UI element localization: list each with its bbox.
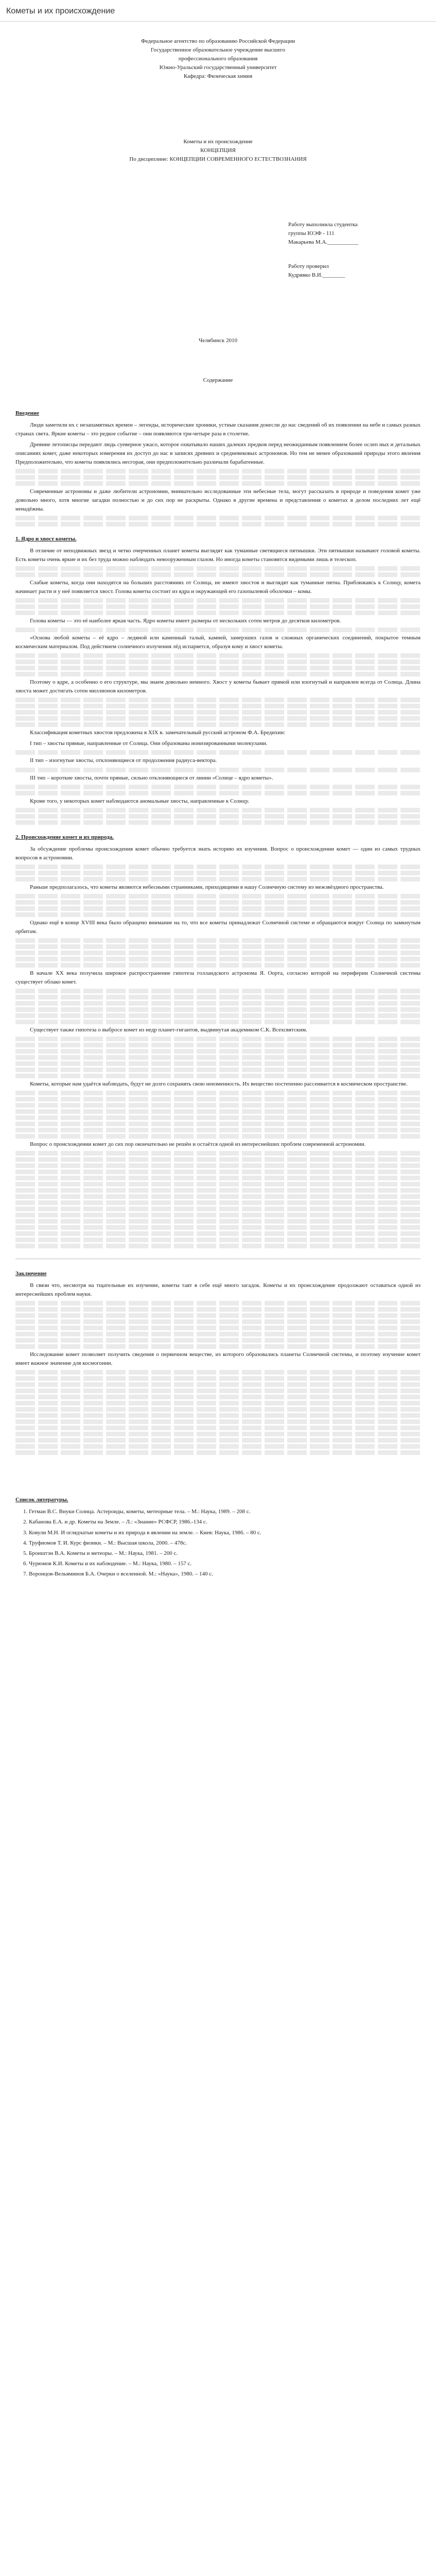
text-line [15,1438,421,1443]
text-line [15,653,421,658]
text-line [15,820,421,825]
reference-item: 3. Ковули М.Н. И оглядчатые кометы и их природа в явлении на земле. – Киев: Наука, 1986. – 80 с. [29,1529,421,1537]
text-line [15,1407,421,1412]
author-name: Макарьева М.А.___________ [288,239,359,246]
org-line: профессионального образования [178,55,258,62]
text-line [15,1231,421,1236]
text-line [15,1370,421,1375]
text-line [15,906,421,911]
text-line [15,785,421,789]
reference-item: 1. Гетман В.С. Внуки Солнца. Астероиды, кометы, метеорные тела. – М.: Наука, 1989. – 208 с. [29,1507,421,1516]
text-line [15,1338,421,1343]
text-line [15,611,421,615]
paragraph: Древние летописцы передают людь суеверное ужасо, которое охватывало наших далеких предков перед неожиданным появлением более ослеп ных и детальных описаниях комет, даже некоторых измерения их доступ до нас в записях древних и средневековых астрономов. Но тем не менее образований природы этого явления Предположительно, что кометы появлялись несгорая, они предположительно различали барабатенные. [15,441,421,465]
text-line [15,963,421,968]
paragraph: Однако ещё в конце XVIII века было обращено внимание на то, что все кометы принадлежат Солнечной системе и обращаются вокруг Солнца по замкнутым орбитам. [15,919,421,935]
text-line [15,894,421,899]
section-heading-intro: Введение [15,410,40,416]
section-heading-references: Список литературы. [15,1497,68,1503]
text-line [15,995,421,999]
paragraph: Классификация кометных хвостов предложена в XIX в. замечательный русский астроном Ф.А. Бредихин: [30,730,286,736]
work-type: КОНЦЕПЦИЯ [200,147,236,154]
text-line [15,1013,421,1018]
reference-item: 2. Кабанова Е.А. и др. Кометы на Земле. – Л.: «Знание» РСФСР, 1986.-134 с. [29,1518,421,1527]
paragraph: III тип – короткие хвосты, почти прямые, сильно отклоняющиеся от линии «Солнце – ядро кометы». [30,774,273,781]
text-line [15,1188,421,1193]
text-line [15,572,421,577]
author-line: Работу выполнила студентка [288,222,358,228]
references-list [15,1507,421,1578]
text-line [15,1067,421,1072]
text-line [15,1182,421,1187]
text-line [15,1382,421,1387]
text-line [15,1444,421,1449]
text-line [15,1376,421,1381]
paragraph: I тип – хвосты прямые, направленные от Солнца. Они образованы ионизированными молекулами. [30,740,268,747]
text-line [15,1170,421,1174]
paragraph: В отличие от неподвижных звезд и четко очерченных планет кометы выглядят как туманные светящиеся пятнышки. Эти пятнышки называют головой кометы. Есть кометы очень яркие и их без труда можно наблюдать невооруженным глазом. Но иногда кометы становятся видимыми лишь в телескоп. [15,547,421,563]
text-line [15,938,421,943]
text-line [15,1074,421,1078]
text-line [15,1301,421,1306]
title-page-header [15,37,421,81]
text-line [15,1307,421,1312]
document-body [0,22,436,1601]
toc-title: Содержание [203,377,233,384]
text-line [15,1344,421,1349]
text-line [15,722,421,727]
page-title: Кометы и их происхождение [6,7,115,15]
text-line [15,900,421,905]
reference-item: 6. Чурюмов К.И. Кометы и их наблюдение. – М.: Наука, 1980. – 157 с. [29,1560,421,1568]
text-line [15,791,421,795]
reference-item: 7. Воронцов-Вельяминов Б.А. Очерки о вселенной. М.: «Наука», 1980. – 140 с. [29,1570,421,1579]
text-line [15,522,421,527]
text-line [15,1163,421,1168]
text-line [15,1001,421,1006]
paragraph: Современные астрономы и даже любители астрономии, внимательно исследованные эти небесные тела, могут рассказать в природе и поведения комет уже довольно много, хотя многие загадки полностью и до сих пор не раскрыты. Однако в другие времена и представления о кометах в делом последних лет ещё ненадёжны. [15,488,421,512]
author-group: группы ЮЭФ - 111 [288,230,335,237]
text-line [15,1157,421,1162]
reference-item: 4. Труфиомов Т. И. Курс физики. – М.: Высшая школа, 2000. – 478с. [29,1539,421,1548]
org-line: Государственное образовательное учреждение высшего [150,46,286,53]
org-line: Федеральное агентство по образованию Российской Федерации [141,38,295,44]
text-line [15,944,421,949]
text-line [15,1419,421,1424]
paragraph: Голова кометы — это её наиболее яркая часть. Ядро кометы имеет размеры от нескольких сотен метров до десятков километров. [30,618,341,624]
text-line [15,1450,421,1455]
text-line [15,1122,421,1126]
paragraph: Кроме того, у некоторых комет наблюдаются аномальные хвосты, направленные к Солнцу. [30,798,250,804]
text-line [15,710,421,715]
text-line [15,1395,421,1399]
text-line [15,1225,421,1230]
text-line [15,1134,421,1139]
text-line [15,1432,421,1436]
text-line [15,628,421,632]
text-line [15,951,421,955]
text-line [15,1115,421,1120]
text-line [15,481,421,486]
text-line [15,1103,421,1108]
text-line [15,1388,421,1393]
text-line [15,566,421,571]
paragraph: Слабые кометы, когда они находятся на больших расстояниях от Солнца, не имеют хвостов и выглядят как туманные пятна. Приближаясь к Солнцу, комета начинает расти и у неё появляется хвост. Голова кометы состоит из ядра и окружающей его газопылевой оболочки – комы. [15,580,421,595]
text-line [15,1244,421,1248]
text-line [15,814,421,819]
text-line [15,912,421,917]
text-line [15,750,421,755]
text-line [15,1319,421,1324]
text-line [15,768,421,772]
text-line [15,1151,421,1156]
text-line [15,659,421,664]
text-line [15,1091,421,1095]
text-line [15,957,421,961]
text-line [15,1213,421,1217]
text-line [15,1194,421,1199]
text-line [15,1326,421,1330]
checker-name: Кудрявко В.И.________ [288,272,345,279]
text-line [15,1049,421,1054]
paragraph: Раньше предполагалось, что кометы являются небесными странниками, приходящими в нашу Солнечную систему из межзвёздного пространства. [30,884,384,890]
work-title: Кометы и их происхождение [183,139,253,145]
text-line [15,698,421,702]
work-title-block [15,138,421,164]
paragraph: Поэтому о ядре, а особенно о его структуре, мы знаем довольно немного. Хвост у кометы бывает прямой или изогнутый и направлен всегда от Солнца. Длина хвоста может достигать сотен миллионов километров. [15,679,421,694]
work-discipline: По дисциплине: КОНЦЕПЦИИ СОВРЕМЕННОГО ЕСТЕСТВОЗНАНИЯ [129,156,307,163]
text-line [15,1413,421,1418]
text-line [15,1313,421,1318]
text-line [15,1109,421,1114]
author-block [288,221,421,280]
checker-line: Работу проверил [288,263,329,270]
paragraph: В cвязи что, несмотря на тщательные их изучение, кометы таят в себе ещё много загадок. Кометы и их происхождение продолжают оставаться одной из интереснейших проблем науки. [15,1282,421,1298]
text-line [15,469,421,473]
paragraph: За обсуждение проблемы происхождения комет обычно требуется знать историю их изучения. Вопрос о происхождении комет — один из самых трудных вопросов в астрономии. [15,845,421,861]
text-line [15,1007,421,1012]
org-line: Кафедра: Физическая химия [183,73,253,79]
paragraph: Люди заметили их с незапамятных времен – легенды, исторические хроники, устные сказания донесли до нас сведений об их появлении на небе и самых разных странах света. Яркие кометы – это редкое событие – они появляются три-четыре раза в столетие. [15,421,421,437]
paragraph: В начале XX века получила широкое распространение гипотеза голландского астронома Я. Оорта, согласно которой на периферии Солнечной системы существует облако комет. [15,970,421,985]
text-line [15,1238,421,1242]
section-heading-conclusion: Заключение [15,1270,47,1277]
paragraph: «Основа любой кометы – её ядро – ледяной или каменный талый, камней, замерзших газов и сложных органических соединений, покрытое темным космическим материалом. Под действием солнечного излучения лёд испаряется, образуя кому и хвост кометы. [15,635,421,650]
paragraph: Исследование комет позволяет получить сведения о первичном веществе, из которого образовались планеты Солнечной системы, и поэтому изучение комет имеет важное значение для космогонии. [15,1351,421,1367]
text-line [15,672,421,676]
city-year: Челябинск 2010 [199,337,237,344]
reference-item: 5. Бронштэн В.А. Кометы и метеоры. – М.: Наука, 1981. – 200 с. [29,1549,421,1558]
text-line [15,1061,421,1066]
text-line [15,1176,421,1180]
text-line [15,1043,421,1047]
text-line [15,604,421,609]
text-line [15,666,421,670]
text-line [15,1207,421,1211]
text-line [15,877,421,882]
text-line [15,704,421,708]
text-line [15,1128,421,1132]
text-line [15,1037,421,1041]
org-line: Южно-Уральский государственный университет [159,64,277,71]
text-line [15,1097,421,1101]
text-line [15,989,421,993]
text-line [15,1219,421,1224]
text-line [15,1401,421,1405]
paragraph: II тип – изогнутые хвосты, отклоняющиеся от продолжения радиуса-вектора. [30,757,217,764]
text-line [15,1426,421,1430]
text-line [15,871,421,875]
text-line [15,1200,421,1205]
text-line [15,1332,421,1336]
text-line [15,598,421,603]
text-line [15,1020,421,1024]
paragraph: Вопрос о происхождении комет до сих пор окончательно не решён и остаётся одной из интереснейших проблем современной астрономии. [30,1141,366,1148]
section-heading-2: 2. Происхождение комет и их природа. [15,834,114,840]
paragraph: Существует также гипотеза о выбросе комет из недр планет-гигантов, выдвинутая академиком С.К. Всехсвятским. [30,1027,307,1033]
text-line [15,716,421,721]
text-line [15,865,421,869]
paragraph: Кометы, которые нам удаётся наблюдать, будут не долго сохранять свою неизменность. Их вещество постепенно рассеивается в космическом пространстве. [30,1081,408,1088]
text-line [15,516,421,520]
text-line [15,1055,421,1060]
section-heading-1: 1. Ядро и хвост кометы. [15,535,77,542]
text-line [15,808,421,812]
page-header [0,0,436,22]
text-line [15,475,421,480]
